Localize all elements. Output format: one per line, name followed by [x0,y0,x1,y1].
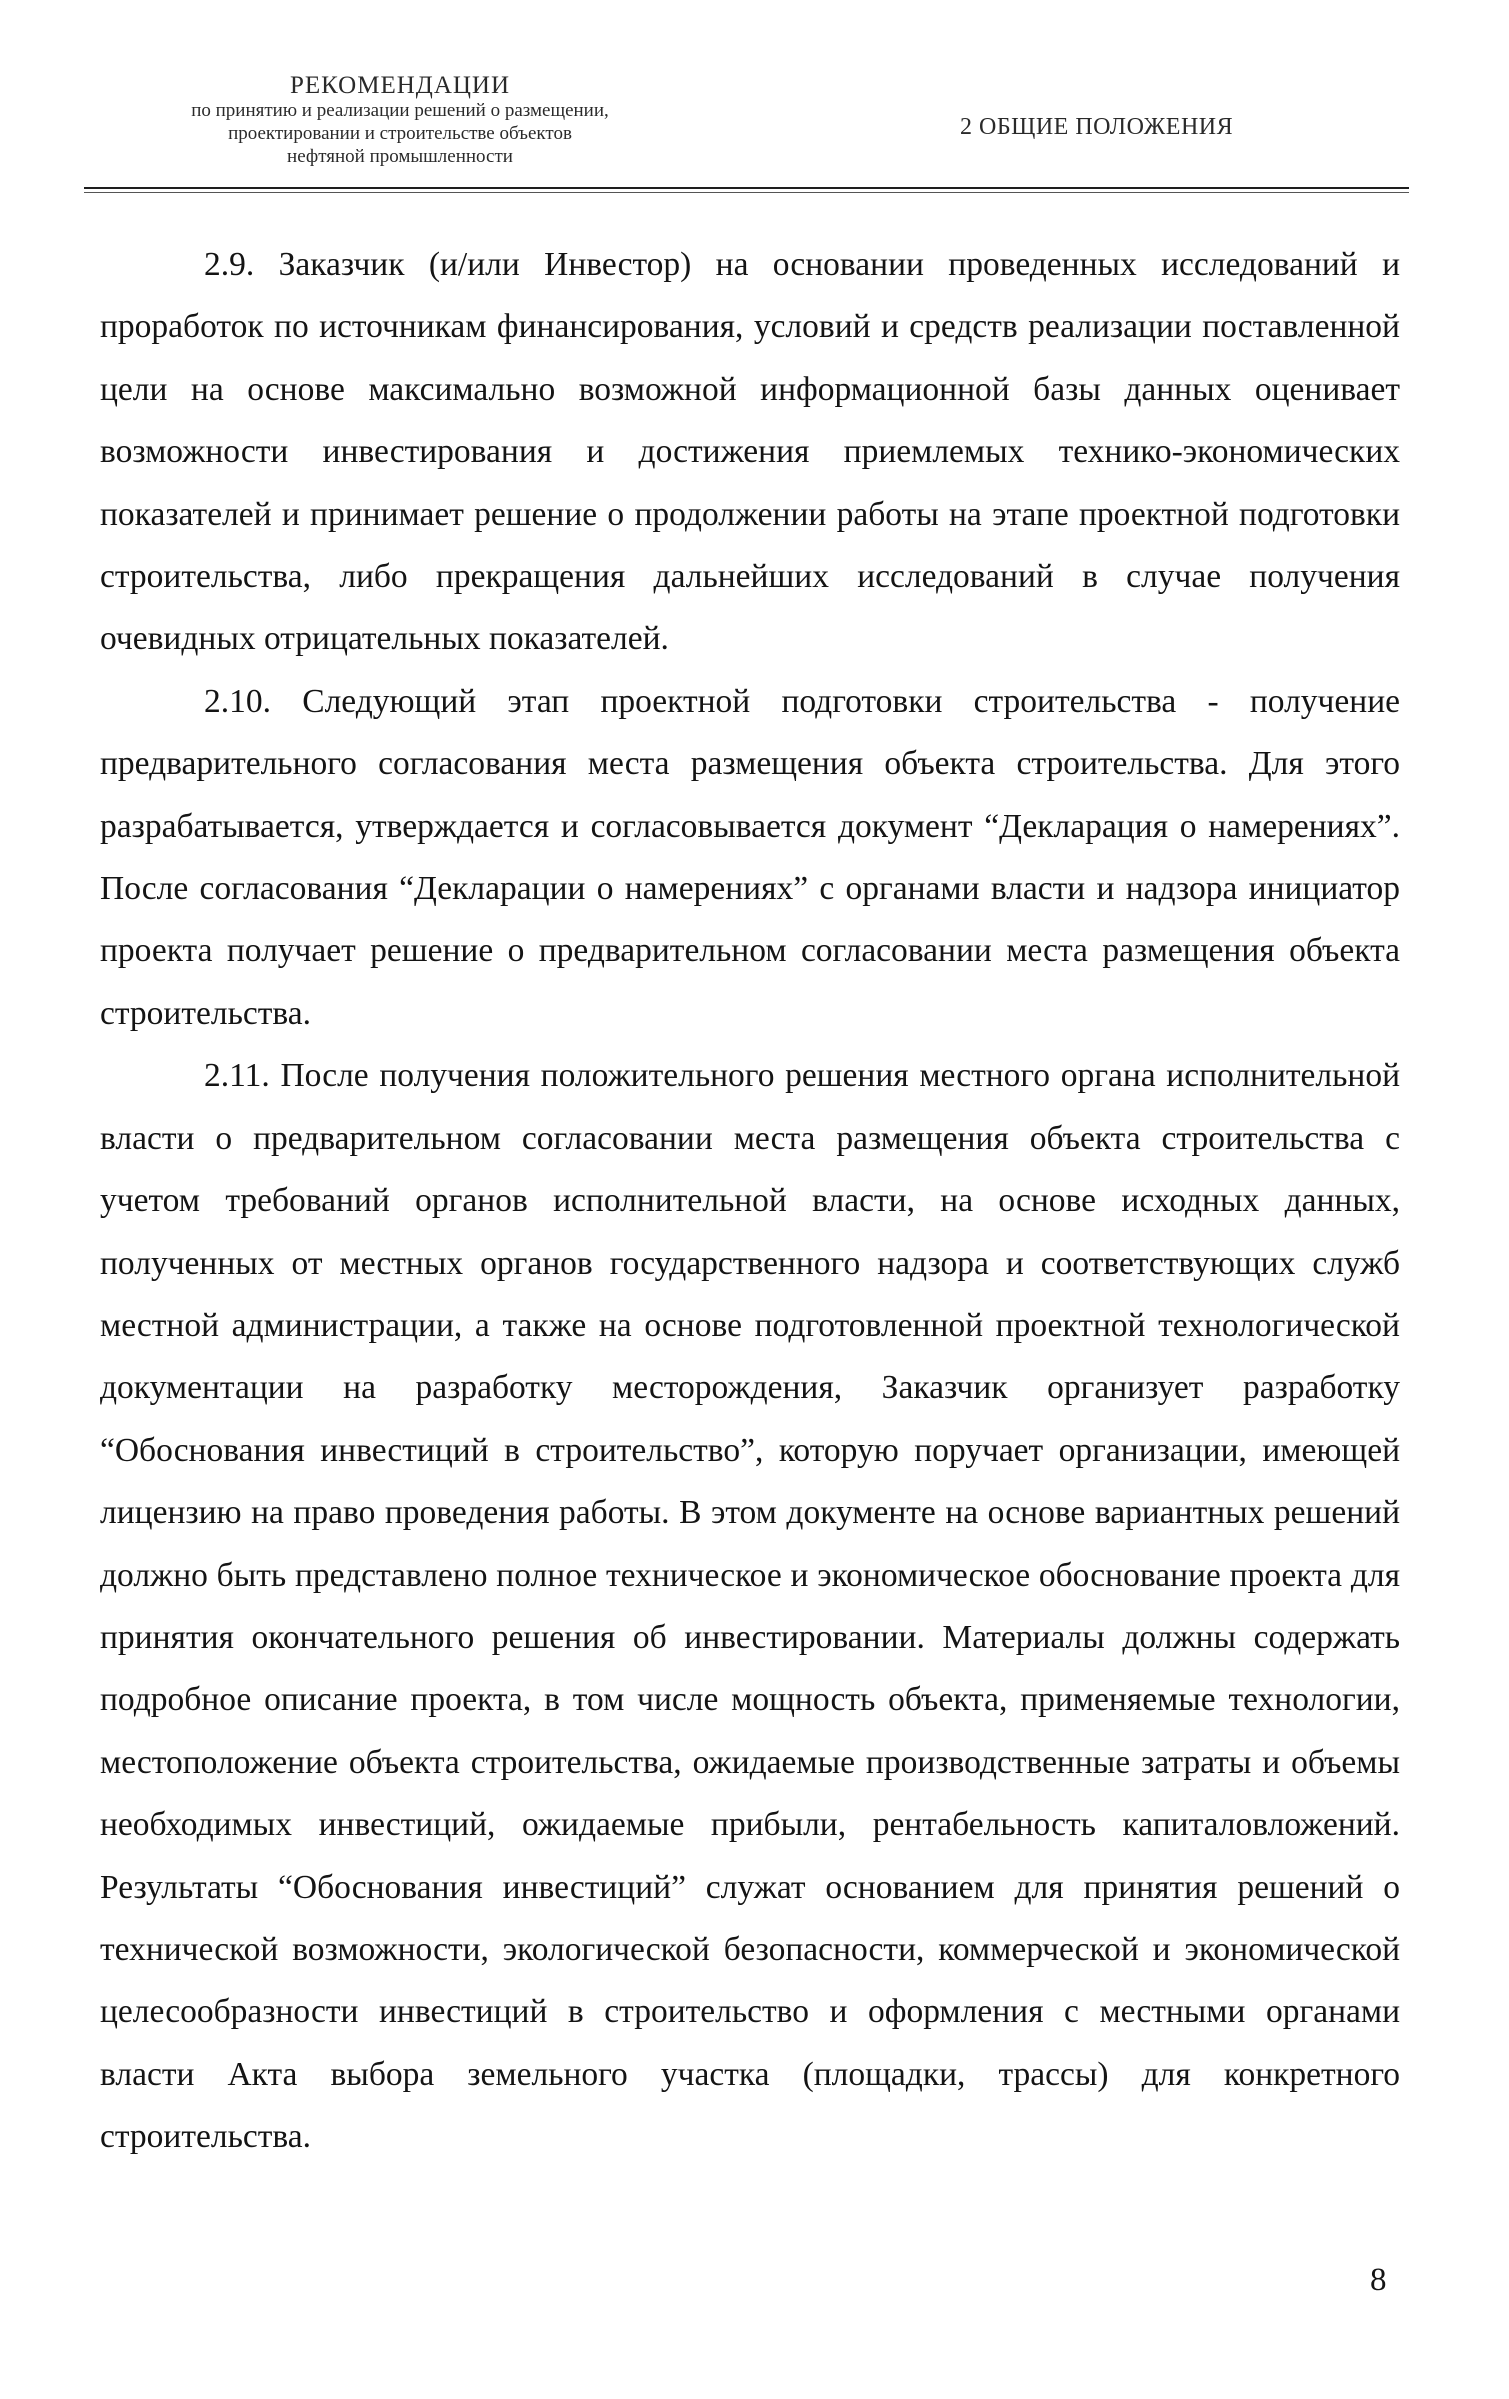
document-subtitle-line-2: проектировании и строительстве объектов [228,123,572,144]
paragraph-text: Следующий этап проектной подготовки строительства - получение предварительного согласования места размещения объекта строительства. Для этого разрабатывается, утверждается и согласовывается документ “Декларация о намерениях”. После согласования “Декларации о намерениях” с органами власти и надзора инициатор проекта получает решение о предварительном согласовании места размещения объекта строительства. [100,682,1400,1032]
paragraph-2-10 [100,671,1400,1045]
paragraph-2-9 [100,234,1400,671]
header-divider [84,187,1409,189]
header-divider-thin [84,192,1409,193]
document-title-block [100,72,700,168]
document-subtitle-line-3: нефтяной промышленности [287,146,513,167]
page-number: 8 [1370,2262,1387,2298]
document-body [100,234,1400,2169]
page-header [100,72,1409,182]
paragraph-number: 2.9. [204,246,255,283]
document-subtitle-line-1: по принятию и реализации решений о размещении, [191,100,609,121]
paragraph-number: 2.10. [204,682,271,720]
document-title: РЕКОМЕНДАЦИИ [289,72,511,99]
paragraph-2-11 [100,1045,1400,2168]
paragraph-text: После получения положительного решения местного органа исполнительной власти о предварительном согласовании места размещения объекта строительства с учетом требований органов исполнительной власти, на основе исходных данных, полученных от местных органов государственного надзора и соответствующих служб местной администрации, а также на основе подготовленной проектной технологической документации на разработку месторождения, Заказчик организует разработку “Обоснования инвестиций в строительство”, которую поручает организации, имеющей лицензию на право проведения работы. В этом документе на основе вариантных решений должно быть представлено полное техническое и экономическое обоснование проекта для принятия окончательного решения об инвестировании. Материалы должны содержать подробное описание проекта, в том числе мощность объекта, применяемые технологии, местоположение объекта строительства, ожидаемые производственные затраты и объемы необходимых инвестиций, ожидаемые прибыли, рентабельность капиталовложений. Результаты “Обоснования инвестиций” служат основанием для принятия решений о технической возможности, экологической безопасности, коммерческой и экономической целесообразности инвестиций в строительство и оформления с местными органами власти Акта выбора земельного участка (площадки, трассы) для конкретного строительства. [100,1057,1400,2156]
section-title: 2 ОБЩИЕ ПОЛОЖЕНИЯ [960,114,1234,140]
paragraph-text: Заказчик (и/или Инвестор) на основании проведенных исследований и проработок по источникам финансирования, условий и средств реализации поставленной цели на основе максимально возможной информационной базы данных оценивает возможности инвестирования и достижения приемлемых технико-экономических показателей и принимает решение о продолжении работы на этапе проектной подготовки строительства, либо прекращения дальнейших исследований в случае получения очевидных отрицательных показателей. [100,246,1400,658]
paragraph-number: 2.11. [204,1057,270,1095]
